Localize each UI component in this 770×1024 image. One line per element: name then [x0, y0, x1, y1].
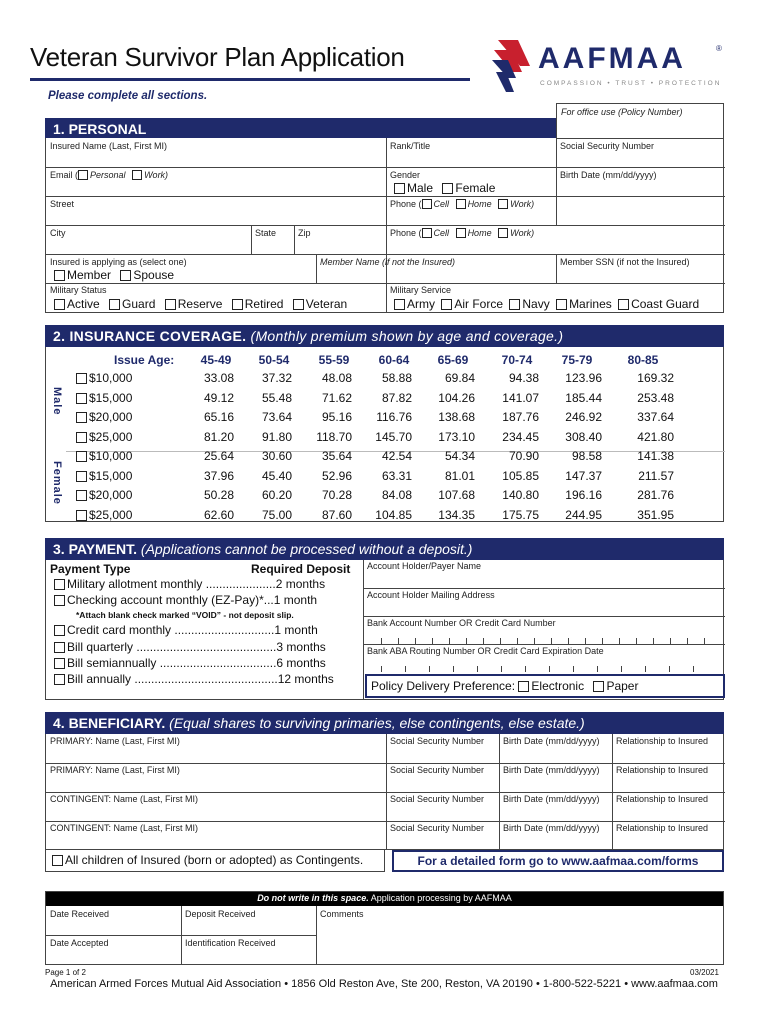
ssn-field[interactable] [560, 141, 654, 151]
male-coverage-option-0[interactable] [76, 371, 132, 385]
service-marines-checkbox[interactable] [556, 299, 567, 310]
office-processing-box [45, 891, 724, 965]
applying-spouse-checkbox[interactable] [120, 270, 131, 281]
age-header-5: 70-74 [501, 353, 533, 367]
city-field[interactable] [50, 228, 66, 238]
female-coverage-option-2[interactable] [76, 488, 132, 502]
office-use-box[interactable] [556, 103, 724, 139]
male-coverage-amount-1: $15,000 [89, 390, 133, 405]
digit-tick [525, 666, 526, 672]
female-rate-cell: 105.85 [502, 468, 539, 483]
male-coverage-option-1[interactable] [76, 391, 132, 405]
rank-title-field[interactable] [390, 141, 430, 151]
male-rate-cell: 91.80 [261, 429, 292, 444]
ben-name-3-field[interactable]: CONTINGENT: Name (Last, First MI) [50, 823, 199, 833]
female-coverage-option-3[interactable] [76, 508, 132, 522]
digit-tick [381, 666, 382, 672]
digit-tick [669, 666, 670, 672]
member-ssn-field[interactable] [560, 257, 690, 267]
male-rate-cell: 246.92 [565, 410, 602, 424]
member-name-field[interactable] [320, 257, 455, 267]
section-coverage-header [45, 325, 724, 347]
service-army-label: Army [407, 297, 435, 311]
detailed-form-link[interactable]: For a detailed form go to www.aafmaa.com/forms [392, 850, 724, 872]
section-beneficiary-header [45, 712, 724, 734]
applying-as-label: Insured is applying as (select one) [50, 257, 187, 267]
male-rate-cell: 123.96 [565, 371, 602, 385]
service-coastguard-checkbox[interactable] [618, 299, 629, 310]
section-personal-header [45, 118, 556, 138]
ben-ssn-0-field[interactable]: Social Security Number [390, 736, 485, 746]
delivery-paper-checkbox[interactable] [593, 681, 604, 692]
female-rate-cell: 37.96 [203, 468, 234, 483]
age-header-2: 55-59 [318, 353, 350, 367]
male-rate-cell: 185.44 [565, 390, 602, 405]
female-rate-cell: 98.58 [571, 449, 602, 463]
age-header-7: 80-85 [627, 353, 659, 367]
female-rate-cell: 63.31 [381, 468, 412, 483]
account-holder-label: Account Holder/Payer Name [367, 561, 482, 571]
status-active-label: Active [67, 297, 100, 311]
logo-wordmark: AAFMAA [538, 42, 686, 75]
male-rate-cell: 48.08 [321, 371, 352, 385]
ben-birth-3-field[interactable]: Birth Date (mm/dd/yyyy) [503, 823, 600, 833]
section-personal-title: 1. PERSONAL [53, 121, 147, 137]
male-rate-cell: 58.88 [381, 371, 412, 385]
payment-type-label: Payment Type [50, 562, 131, 576]
female-rate-cell: 60.20 [261, 488, 292, 502]
status-veteran-checkbox[interactable] [293, 299, 304, 310]
phone-2-home-label: Home [467, 228, 492, 238]
phone-1-work-label: Work) [510, 199, 535, 209]
female-coverage-option-0[interactable] [76, 449, 132, 463]
female-coverage-amount-2: $20,000 [89, 488, 133, 502]
state-field[interactable] [255, 228, 276, 238]
section-beneficiary-note: (Equal shares to surviving primaries, else contingents, else estate.) [169, 715, 585, 731]
ben-ssn-3-field[interactable]: Social Security Number [390, 823, 485, 833]
digit-tick [597, 666, 598, 672]
male-side-label: Male [51, 387, 63, 416]
male-rate-cell: 116.76 [376, 410, 412, 424]
delivery-preference [365, 674, 725, 698]
email-field[interactable] [50, 170, 168, 180]
ben-name-0-field[interactable]: PRIMARY: Name (Last, First MI) [50, 736, 180, 746]
pay-semiannual-label: Bill semiannually ...................................6 months [67, 656, 326, 670]
male-rate-cell: 87.82 [381, 390, 412, 405]
payment-section [45, 560, 724, 700]
status-guard-checkbox[interactable] [109, 299, 120, 310]
pay-semiannual-checkbox[interactable] [54, 658, 65, 669]
male-rate-cell: 73.64 [261, 410, 292, 424]
male-rate-cell: 33.08 [203, 371, 234, 385]
birth-date-field[interactable] [560, 170, 657, 180]
bank-account-label: Bank Account Number OR Credit Card Number [367, 618, 556, 628]
female-rate-cell: 140.80 [502, 488, 539, 502]
id-received-label: Identification Received [185, 938, 276, 948]
ben-relationship-1-field[interactable]: Relationship to Insured [616, 765, 709, 775]
male-rate-cell: 173.10 [438, 429, 475, 444]
ben-relationship-3-field[interactable]: Relationship to Insured [616, 823, 709, 833]
ben-relationship-0-field[interactable]: Relationship to Insured [616, 736, 709, 746]
male-rate-cell: 69.84 [444, 371, 475, 385]
insured-name-field[interactable] [50, 141, 167, 151]
member-name-label: Member Name (if not the Insured) [320, 257, 456, 267]
date-accepted-label: Date Accepted [50, 938, 109, 948]
female-rate-cell: 141.38 [637, 449, 674, 463]
pay-option-annual[interactable] [54, 672, 334, 686]
pay-option-quarterly[interactable] [54, 640, 326, 654]
digit-tick [453, 666, 454, 672]
children-checkbox[interactable] [52, 855, 63, 866]
male-coverage-option-3[interactable] [76, 430, 132, 444]
street-field[interactable] [50, 199, 74, 209]
issue-age-label: Issue Age: [114, 353, 175, 367]
gender-female-checkbox[interactable] [442, 183, 453, 194]
account-address-label: Account Holder Mailing Address [367, 590, 495, 600]
section-payment-note: (Applications cannot be processed without a deposit.) [140, 541, 473, 557]
status-retired-label: Retired [244, 297, 284, 311]
pay-credit-label: Credit card monthly ..............................1 month [67, 623, 318, 637]
service-airforce-label: Air Force [454, 297, 504, 311]
male-rate-cell: 95.16 [321, 410, 352, 424]
zip-label: Zip [298, 228, 311, 238]
male-rate-cell: 169.32 [637, 371, 674, 385]
gender-label: Gender [390, 170, 421, 180]
female-rate-cell: 134.35 [438, 507, 475, 522]
phone-1-label: Phone ( [390, 199, 422, 209]
ben-relationship-2-field[interactable]: Relationship to Insured [616, 794, 709, 804]
female-rate-cell: 30.60 [261, 449, 292, 463]
digit-tick [645, 666, 646, 672]
service-airforce-checkbox[interactable] [441, 299, 452, 310]
office-header-rest: Application processing by AAFMAA [370, 893, 512, 903]
children-contingent[interactable] [45, 850, 385, 872]
digit-tick [429, 666, 430, 672]
female-rate-cell: 81.01 [444, 468, 475, 483]
digit-tick [549, 666, 550, 672]
section-coverage-note: (Monthly premium shown by age and coverage.) [250, 328, 564, 344]
female-rate-cell: 87.60 [321, 507, 352, 522]
title-rule [30, 78, 470, 81]
ben-ssn-2-field[interactable]: Social Security Number [390, 794, 485, 804]
ssn-label: Social Security Number [560, 141, 655, 151]
pay-annual-label: Bill annually ...........................................12 months [67, 672, 334, 686]
digit-tick [477, 666, 478, 672]
rank-title-label: Rank/Title [390, 141, 431, 151]
deposit-received-label: Deposit Received [185, 909, 256, 919]
bank-account-field[interactable] [367, 618, 556, 628]
female-rate-cell: 351.95 [637, 507, 674, 522]
male-rate-cell: 337.64 [637, 410, 674, 424]
male-coverage-option-2[interactable] [76, 410, 132, 424]
delivery-paper-label: Paper [606, 679, 639, 693]
email-work-checkbox[interactable] [132, 170, 142, 180]
female-rate-cell: 211.57 [638, 468, 674, 483]
pay-checking-checkbox[interactable] [54, 595, 65, 606]
male-rate-cell: 138.68 [438, 410, 475, 424]
zip-field[interactable] [298, 228, 311, 238]
section-coverage-title: 2. INSURANCE COVERAGE. [53, 328, 247, 344]
status-veteran-label: Veteran [305, 297, 348, 311]
phone-2-label: Phone ( [390, 228, 422, 238]
state-label: State [255, 228, 277, 238]
female-rate-cell: 104.85 [375, 507, 412, 522]
delivery-label: Policy Delivery Preference: [371, 679, 516, 693]
applying-spouse-label: Spouse [133, 268, 175, 282]
male-coverage-amount-2: $20,000 [89, 410, 133, 424]
page-title: Veteran Survivor Plan Application [30, 42, 405, 72]
female-rate-cell: 196.16 [565, 488, 602, 502]
comments-label: Comments [320, 909, 364, 919]
flag-logo-icon [490, 38, 536, 94]
applying-member-checkbox[interactable] [54, 270, 65, 281]
phone-1-cell-label: Cell [433, 199, 450, 209]
page-number: Page 1 of 2 [45, 968, 86, 977]
ben-birth-0-field[interactable]: Birth Date (mm/dd/yyyy) [503, 736, 600, 746]
email-work-label: Work) [144, 170, 169, 180]
male-rate-cell: 253.48 [637, 390, 674, 405]
email-personal-checkbox[interactable] [78, 170, 88, 180]
service-coastguard-label: Coast Guard [631, 297, 700, 311]
office-header-bold: Do not write in this space. [257, 893, 369, 903]
routing-field[interactable] [367, 646, 604, 656]
female-rate-cell: 84.08 [381, 488, 412, 502]
coverage-table [45, 347, 724, 522]
digit-tick [573, 666, 574, 672]
birth-date-label: Birth Date (mm/dd/yyyy) [560, 170, 657, 180]
pay-option-credit[interactable] [54, 623, 318, 637]
female-coverage-checkbox-1[interactable] [76, 471, 87, 482]
date-received-label: Date Received [50, 909, 110, 919]
account-address-field[interactable] [367, 590, 495, 600]
service-marines-label: Marines [569, 297, 612, 311]
female-rate-cell: 281.76 [637, 488, 674, 502]
aafmaa-logo [490, 38, 740, 94]
male-coverage-amount-0: $10,000 [89, 371, 133, 385]
footer-address: American Armed Forces Mutual Aid Association • 1856 Old Reston Ave, Ste 200, Reston, VA 20190 • 1-800-522-5221 • www.aafmaa.com [50, 978, 718, 990]
female-rate-cell: 70.28 [321, 488, 352, 502]
female-side-label: Female [51, 461, 63, 505]
male-rate-cell: 141.07 [502, 390, 539, 405]
age-header-3: 60-64 [378, 353, 410, 367]
male-coverage-amount-3: $25,000 [89, 429, 133, 444]
male-rate-cell: 37.32 [261, 371, 292, 385]
phone-2-cell-checkbox[interactable] [422, 228, 432, 238]
female-rate-cell: 45.40 [261, 468, 292, 483]
phone-2-field[interactable] [390, 228, 534, 238]
male-rate-cell: 308.40 [565, 429, 602, 444]
account-holder-field[interactable] [367, 561, 481, 571]
pay-allotment-checkbox[interactable] [54, 579, 65, 590]
pay-allotment-label: Military allotment monthly .....................2 months [67, 577, 326, 591]
email-label: Email ( [50, 170, 79, 180]
digit-tick [693, 666, 694, 672]
phone-1-cell-checkbox[interactable] [422, 199, 432, 209]
delivery-electronic-label: Electronic [531, 679, 585, 693]
female-coverage-checkbox-2[interactable] [76, 490, 87, 501]
email-personal-label: Personal [90, 170, 126, 180]
ben-birth-2-field[interactable]: Birth Date (mm/dd/yyyy) [503, 794, 600, 804]
phone-2-home-checkbox[interactable] [456, 228, 466, 238]
section-payment-header [45, 538, 724, 560]
street-label: Street [50, 199, 75, 209]
logo-tagline: COMPASSION • TRUST • PROTECTION [540, 80, 722, 87]
female-rate-cell: 50.28 [203, 488, 234, 502]
beneficiary-table [45, 734, 724, 850]
phone-1-home-checkbox[interactable] [456, 199, 466, 209]
personal-form [45, 138, 724, 313]
phone-2-cell-label: Cell [433, 228, 450, 238]
male-rate-cell: 421.80 [637, 429, 674, 444]
digit-tick [621, 666, 622, 672]
pay-quarterly-checkbox[interactable] [54, 642, 65, 653]
void-note: *Attach blank check marked “VOID” - not deposit slip. [76, 610, 294, 620]
male-coverage-checkbox-0[interactable] [76, 373, 87, 384]
gender-male-checkbox[interactable] [394, 183, 405, 194]
female-rate-cell: 62.60 [203, 507, 234, 522]
female-rate-cell: 244.95 [565, 507, 602, 522]
pay-checking-label: Checking account monthly (EZ-Pay)*...1 month [67, 593, 318, 607]
children-label: All children of Insured (born or adopted) as Contingents. [65, 853, 364, 867]
service-navy-label: Navy [522, 297, 550, 311]
routing-label: Bank ABA Routing Number OR Credit Card Expiration Date [367, 646, 604, 656]
office-header [46, 892, 723, 906]
military-service-options [394, 297, 699, 311]
male-rate-cell: 234.45 [502, 429, 539, 444]
age-header-0: 45-49 [200, 353, 232, 367]
applying-member-label: Member [67, 268, 112, 282]
female-coverage-amount-1: $15,000 [89, 468, 133, 483]
phone-2-work-checkbox[interactable] [498, 228, 508, 238]
female-rate-cell: 54.34 [444, 449, 475, 463]
female-rate-cell: 107.68 [438, 488, 475, 502]
subtitle: Please complete all sections. [48, 90, 208, 102]
female-rate-cell: 35.64 [321, 449, 352, 463]
member-ssn-label: Member SSN (if not the Insured) [560, 257, 690, 267]
female-coverage-amount-0: $10,000 [89, 449, 133, 463]
office-use-label: For office use (Policy Number) [561, 107, 683, 117]
military-status-options [54, 297, 347, 311]
gender-male-label: Male [407, 181, 434, 195]
female-coverage-option-1[interactable] [76, 469, 132, 483]
male-rate-cell: 65.16 [203, 410, 234, 424]
female-rate-cell: 52.96 [321, 468, 352, 483]
pay-option-semiannual[interactable] [54, 656, 326, 670]
pay-quarterly-label: Bill quarterly ..........................................3 months [67, 640, 326, 654]
ben-name-2-field[interactable]: CONTINGENT: Name (Last, First MI) [50, 794, 199, 804]
female-rate-cell: 70.90 [508, 449, 539, 463]
pay-annual-checkbox[interactable] [54, 674, 65, 685]
male-coverage-checkbox-3[interactable] [76, 432, 87, 443]
military-service-label: Military Service [390, 285, 452, 295]
insured-name-label: Insured Name (Last, First MI) [50, 141, 168, 151]
phone-1-field[interactable] [390, 199, 534, 209]
gender-options [394, 181, 495, 195]
section-beneficiary-title: 4. BENEFICIARY. [53, 715, 166, 731]
male-coverage-checkbox-1[interactable] [76, 393, 87, 404]
female-rate-cell: 147.37 [565, 468, 602, 483]
male-rate-cell: 145.70 [375, 429, 412, 444]
pay-option-checking[interactable] [54, 593, 317, 607]
male-rate-cell: 71.62 [321, 390, 352, 405]
male-rate-cell: 104.26 [438, 390, 475, 405]
applying-as-options [54, 268, 174, 282]
male-rate-cell: 81.20 [203, 429, 234, 444]
female-coverage-checkbox-0[interactable] [76, 451, 87, 462]
phone-1-home-label: Home [467, 199, 492, 209]
form-date: 03/2021 [690, 968, 719, 977]
male-coverage-checkbox-2[interactable] [76, 412, 87, 423]
male-rate-cell: 49.12 [203, 390, 234, 405]
city-label: City [50, 228, 66, 238]
female-rate-cell: 75.00 [261, 507, 292, 522]
digit-tick [501, 666, 502, 672]
female-rate-cell: 175.75 [502, 507, 539, 522]
ben-birth-1-field[interactable]: Birth Date (mm/dd/yyyy) [503, 765, 600, 775]
service-army-checkbox[interactable] [394, 299, 405, 310]
female-coverage-checkbox-3[interactable] [76, 510, 87, 521]
section-payment-title: 3. PAYMENT. [53, 541, 138, 557]
male-rate-cell: 55.48 [261, 390, 292, 405]
male-rate-cell: 118.70 [316, 429, 352, 444]
digit-tick [405, 666, 406, 672]
phone-1-work-checkbox[interactable] [498, 199, 508, 209]
pay-option-allotment[interactable] [54, 577, 325, 591]
phone-2-work-label: Work) [510, 228, 535, 238]
age-header-6: 75-79 [561, 353, 593, 367]
status-reserve-checkbox[interactable] [165, 299, 176, 310]
age-header-1: 50-54 [258, 353, 290, 367]
ben-name-1-field[interactable]: PRIMARY: Name (Last, First MI) [50, 765, 180, 775]
male-rate-cell: 94.38 [508, 371, 539, 385]
required-deposit-label: Required Deposit [251, 562, 351, 576]
pay-credit-checkbox[interactable] [54, 625, 65, 636]
logo-registered-mark: ® [716, 44, 722, 53]
gender-female-label: Female [455, 181, 496, 195]
ben-ssn-1-field[interactable]: Social Security Number [390, 765, 485, 775]
delivery-electronic-checkbox[interactable] [518, 681, 529, 692]
military-status-label: Military Status [50, 285, 107, 295]
age-header-4: 65-69 [437, 353, 469, 367]
status-guard-label: Guard [122, 297, 156, 311]
male-rate-cell: 187.76 [502, 410, 539, 424]
status-reserve-label: Reserve [177, 297, 223, 311]
status-active-checkbox[interactable] [54, 299, 65, 310]
status-retired-checkbox[interactable] [232, 299, 243, 310]
female-rate-cell: 25.64 [203, 449, 234, 463]
female-rate-cell: 42.54 [381, 449, 412, 463]
service-navy-checkbox[interactable] [509, 299, 520, 310]
female-coverage-amount-3: $25,000 [89, 507, 133, 522]
